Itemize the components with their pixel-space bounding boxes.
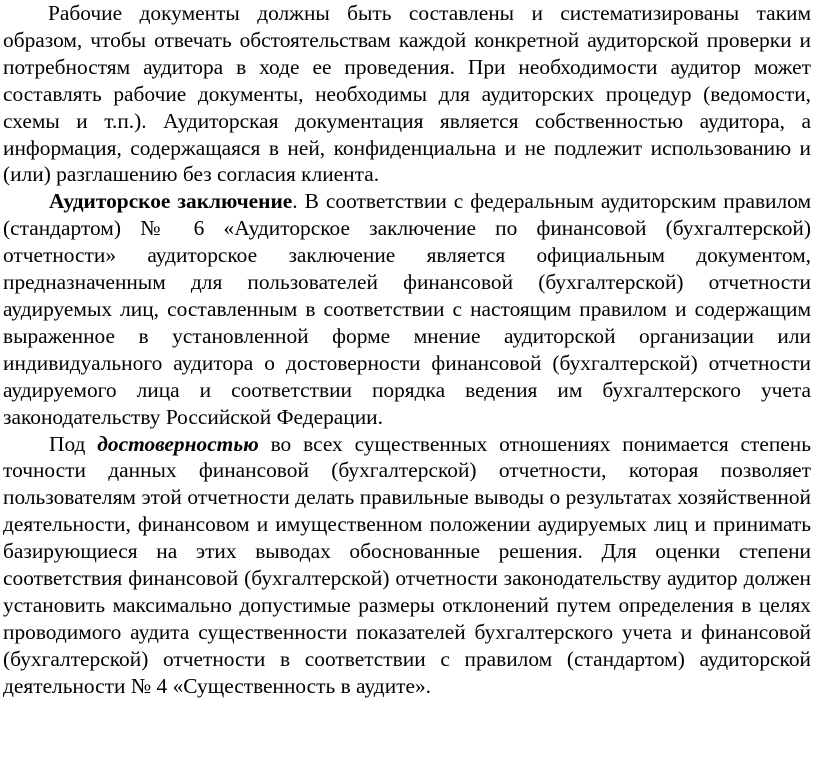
paragraph-reliability	[3, 431, 811, 700]
paragraph-text: . В соответствии с федеральным аудиторским правилом (стандартом) № 6 «Аудиторское заключение по финансовой (бухгалтерской) отчетности» аудиторское заключение является официальным документом, предназначенным для пользователей финансовой (бухгалтерской) отчетности аудируемых лиц, составленным в соответствии с настоящим правилом и содержащим выраженное в установленной форме мнение аудиторской организации или индивидуального аудитора о достоверности финансовой (бухгалтерской) отчетности аудируемого лица и соответствии порядка ведения им бухгалтерского учета законодательству Российской Федерации.	[3, 189, 811, 429]
paragraph-audit-report	[3, 188, 811, 430]
paragraph-text: во всех существенных отношениях понимается степень точности данных финансовой (бухгалтерской) отчетности, которая позволяет пользователям этой отчетности делать правильные выводы о результатах хозяйственной деятельности, финансовом и имущественном положении аудируемых лиц и принимать базирующиеся на этих выводах обоснованные решения. Для оценки степени соответствия финансовой (бухгалтерской) отчетности законодательству аудитор должен установить максимально допустимые размеры отклонений путем определения в целях проводимого аудита существенности показателей бухгалтерского учета и финансовой (бухгалтерской) отчетности в соответствии с правилом (стандартом) аудиторской деятельности № 4 «Существенность в аудите».	[3, 431, 811, 698]
paragraph-text: Рабочие документы должны быть составлены и систематизированы таким образом, чтобы отвечать обстоятельствам каждой конкретной аудиторской проверки и потребностям аудитора в ходе ее проведения. При необходимости аудитор может составлять рабочие документы, необходимы для аудиторских процедур (ведомости, схемы и т.п.). Аудиторская документация является собственностью аудитора, а информация, содержащаяся в ней, конфиденциальна и не подлежит использованию и (или) разглашению без согласия клиента.	[3, 1, 811, 187]
term-reliability: достоверностью	[97, 431, 259, 456]
paragraph-lead: Под	[49, 431, 98, 456]
paragraph-working-documents	[3, 0, 811, 188]
document-page	[3, 0, 811, 700]
term-audit-report: Аудиторское заключение	[49, 189, 293, 214]
